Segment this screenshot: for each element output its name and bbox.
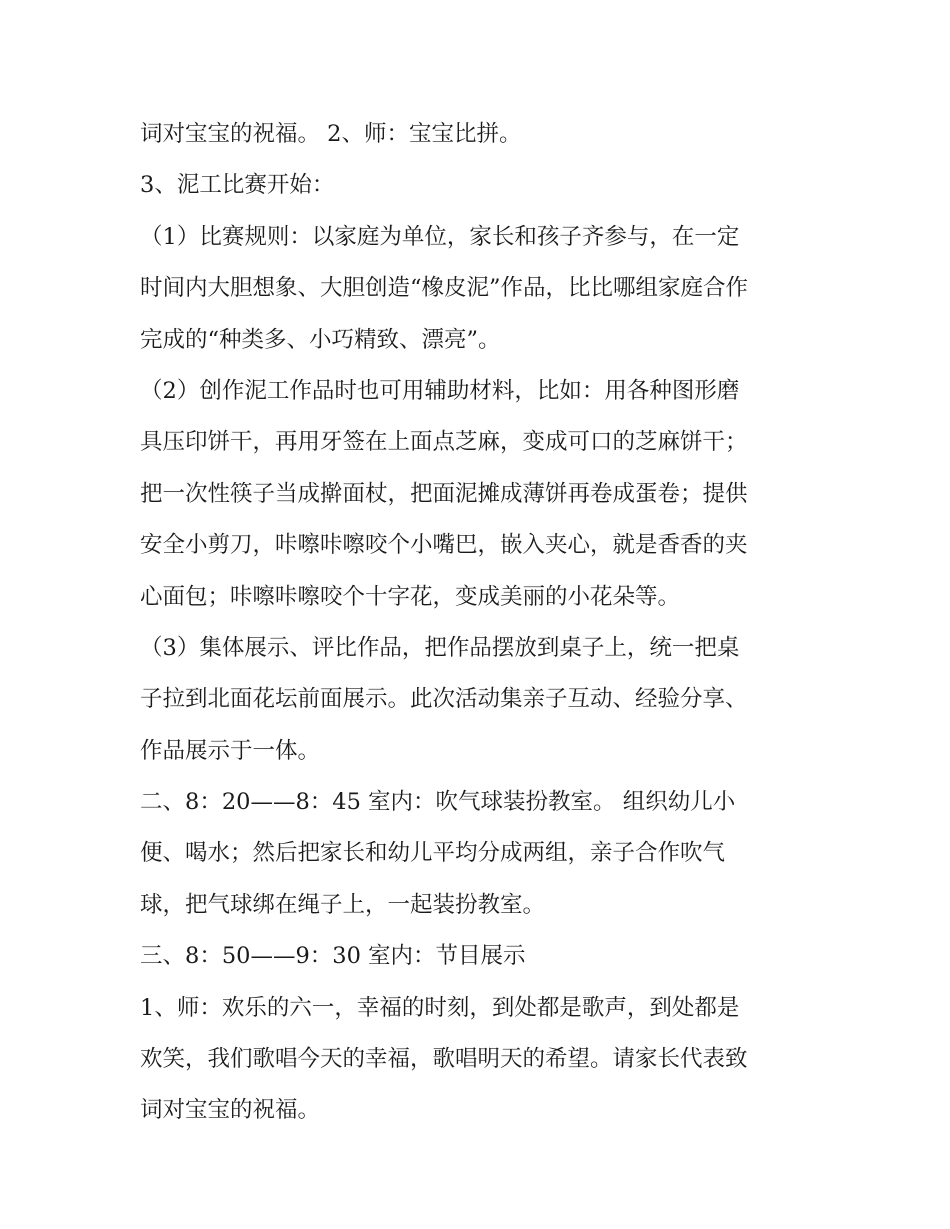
text-line: 二、8：20——8：45 室内：吹气球装扮教室。 组织幼儿小 — [140, 789, 736, 816]
text-line: 词对宝宝的祝福。 2、师：宝宝比拼。 — [140, 121, 522, 147]
text-line: 安全小剪刀，咔嚓咔嚓咬个小嘴巴，嵌入夹心，就是香香的夹 — [140, 532, 748, 559]
text-line: 时间内大胆想象、大胆创造“橡皮泥”作品，比比哪组家庭合作 — [140, 275, 749, 302]
text-line: 1、师：欢乐的六一，幸福的时刻，到处都是歌声，到处都是 — [140, 994, 740, 1021]
text-line: 三、8：50——9：30 室内：节目展示 — [140, 943, 526, 970]
text-line: 心面包；咔嚓咔嚓咬个十字花，变成美丽的小花朵等。 — [140, 583, 681, 610]
text-line: （1）比赛规则：以家庭为单位，家长和孩子齐参与，在一定 — [140, 223, 740, 250]
text-line: 作品展示于一体。 — [140, 737, 321, 764]
text-line: 3、泥工比赛开始： — [140, 172, 335, 199]
document-body — [140, 109, 830, 1137]
text-line: 词对宝宝的祝福。 — [140, 1097, 321, 1124]
text-line: 便、喝水；然后把家长和幼儿平均分成两组，亲子合作吹气 — [140, 840, 726, 867]
text-line: 具压印饼干，再用牙签在上面点芝麻，变成可口的芝麻饼干； — [140, 429, 748, 456]
text-line: 球，把气球绑在绳子上，一起装扮教室。 — [140, 891, 546, 918]
text-line: 完成的“种类多、小巧精致、漂亮”。 — [140, 326, 501, 353]
text-line: 子拉到北面花坛前面展示。此次活动集亲子互动、经验分享、 — [140, 686, 748, 713]
text-line: （2）创作泥工作品时也可用辅助材料，比如：用各种图形磨 — [140, 377, 740, 404]
text-line: （3）集体展示、评比作品，把作品摆放到桌子上，统一把桌 — [140, 634, 740, 661]
text-line: 欢笑，我们歌唱今天的幸福，歌唱明天的希望。请家长代表致 — [140, 1046, 748, 1073]
text-line: 把一次性筷子当成擀面杖，把面泥摊成薄饼再卷成蛋卷；提供 — [140, 480, 748, 507]
